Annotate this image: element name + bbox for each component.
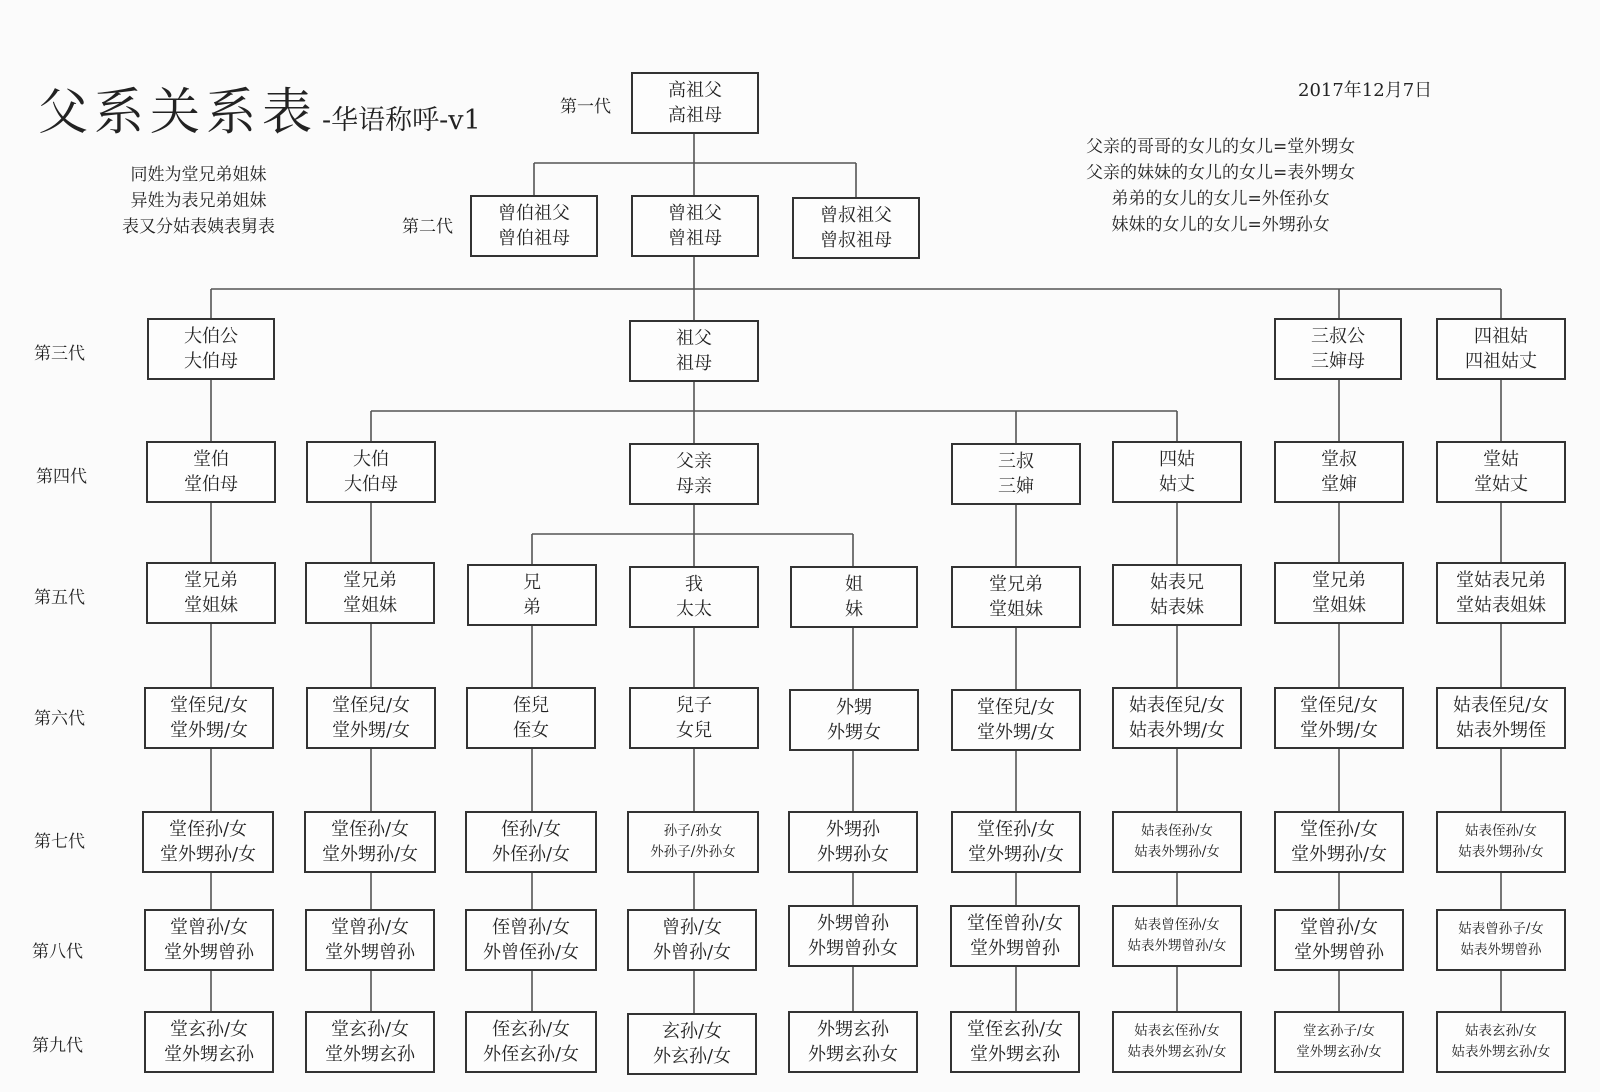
node-line: 大伯母 [344, 474, 398, 495]
node-line: 外侄孙/女 [491, 844, 571, 865]
node-line: 大伯 [353, 449, 389, 470]
node-line: 堂姐妹 [1312, 595, 1366, 616]
node-c1-g7 [304, 811, 436, 873]
node-line: 三叔 [998, 451, 1034, 472]
node-line: 侄玄孙/女 [491, 1019, 571, 1040]
generation-label-9: 第九代 [32, 1036, 83, 1056]
node-line: 曾祖父 [668, 203, 722, 224]
node-c4-g7 [788, 811, 918, 873]
node-line: 堂伯母 [184, 474, 238, 495]
node-c8-g8 [1436, 909, 1566, 971]
node-c0-g8 [144, 909, 274, 971]
node-line: 姑表玄侄孙/女 [1134, 1023, 1220, 1039]
node-line: 堂婶 [1321, 474, 1357, 495]
node-c2-g6 [466, 687, 596, 749]
node-line: 堂侄玄孙/女 [966, 1019, 1064, 1040]
node-line: 堂侄孙/女 [976, 819, 1056, 840]
node-line: 侄孙/女 [500, 819, 562, 840]
node-line: 外甥孙 [826, 819, 880, 840]
notes-right [1086, 134, 1355, 238]
node-c2-g9 [465, 1011, 597, 1073]
node-c4-g5 [790, 566, 918, 628]
node-si-zu-gu [1436, 318, 1566, 380]
node-c6-g4 [1112, 441, 1242, 503]
node-c7-g4 [1274, 441, 1404, 503]
generation-label-6: 第六代 [34, 709, 85, 729]
node-line: 堂姐妹 [343, 595, 397, 616]
generation-label-3: 第三代 [34, 344, 85, 364]
node-c5-g5 [951, 566, 1081, 628]
node-line: 堂姑表姐妹 [1456, 595, 1546, 616]
node-c4-g9 [788, 1011, 918, 1073]
node-line: 侄女 [513, 720, 549, 741]
node-line: 侄曾孙/女 [491, 917, 571, 938]
node-c5-g6 [951, 689, 1081, 751]
node-c1-g4 [306, 441, 436, 503]
node-c3-g9 [627, 1013, 757, 1075]
node-c0-g9 [144, 1011, 274, 1073]
note-line: 同姓为堂兄弟姐妹 [130, 165, 267, 185]
node-line: 堂玄孙/女 [330, 1019, 410, 1040]
node-c5-g4 [951, 443, 1081, 505]
node-line: 姑表外甥玄孙/女 [1127, 1044, 1227, 1060]
node-zeng-shu-zu [792, 197, 920, 259]
node-c7-g8 [1274, 909, 1404, 971]
generation-label-4: 第四代 [36, 467, 87, 487]
node-c0-g4 [146, 441, 276, 503]
node-c1-g6 [306, 687, 436, 749]
node-da-bo-gong [147, 318, 275, 380]
node-line: 侄兒 [513, 695, 549, 716]
node-c3-g6 [629, 687, 759, 749]
node-line: 四祖姑丈 [1465, 351, 1537, 372]
node-line: 堂姐妹 [184, 595, 238, 616]
note-line: 弟弟的女儿的女儿=外侄孙女 [1111, 189, 1330, 209]
node-line: 兄 [523, 572, 541, 593]
node-c0-g7 [142, 811, 274, 873]
node-c6-g5 [1112, 564, 1242, 626]
node-c4-g6 [789, 689, 919, 751]
node-line: 曾祖母 [668, 228, 722, 249]
node-line: 父亲 [676, 451, 712, 472]
node-line: 堂侄兒/女 [976, 697, 1056, 718]
node-line: 堂曾孙/女 [330, 917, 410, 938]
node-c7-g9 [1274, 1011, 1404, 1073]
node-c8-g7 [1436, 811, 1566, 873]
node-line: 堂姑表兄弟 [1456, 570, 1546, 591]
node-c1-g5 [305, 562, 435, 624]
node-line: 三婶 [998, 476, 1034, 497]
node-line: 堂外甥孙/女 [1290, 844, 1388, 865]
node-line: 曾叔祖父 [820, 205, 892, 226]
node-line: 堂叔 [1321, 449, 1357, 470]
node-c5-g9 [950, 1011, 1080, 1073]
node-line: 姑表外甥/女 [1128, 720, 1226, 741]
node-line: 玄孙/女 [661, 1021, 723, 1042]
node-c6-g9 [1112, 1011, 1242, 1073]
node-c2-g5 [467, 564, 597, 626]
node-line: 堂兄弟 [1312, 570, 1366, 591]
node-line: 姑表曾侄孙/女 [1134, 917, 1220, 933]
node-c0-g6 [144, 687, 274, 749]
node-c1-g9 [305, 1011, 435, 1073]
node-line: 姑表外甥侄 [1456, 720, 1546, 741]
node-c6-g8 [1112, 905, 1242, 967]
node-line: 三叔公 [1311, 326, 1365, 347]
node-c8-g5 [1436, 562, 1566, 624]
node-line: 外甥曾孙女 [808, 938, 898, 959]
node-c3-g7 [627, 811, 759, 873]
node-line: 外曾孙/女 [652, 942, 732, 963]
node-line: 四姑 [1159, 449, 1195, 470]
node-line: 堂姐妹 [989, 599, 1043, 620]
node-line: 女兒 [676, 720, 712, 741]
node-line: 姑表玄孙/女 [1464, 1023, 1538, 1039]
node-line: 堂外甥/女 [169, 720, 249, 741]
node-line: 堂曾孙/女 [1299, 917, 1379, 938]
node-line: 四祖姑 [1474, 326, 1528, 347]
note-line: 妹妹的女儿的女儿=外甥孙女 [1111, 215, 1330, 235]
node-line: 堂伯 [193, 449, 229, 470]
node-line: 堂外甥孙/女 [967, 844, 1065, 865]
node-c8-g4 [1436, 441, 1566, 503]
generation-label-8: 第八代 [32, 942, 83, 962]
node-line: 姐 [845, 574, 863, 595]
node-c7-g6 [1274, 687, 1404, 749]
node-line: 大伯公 [184, 326, 238, 347]
node-line: 弟 [523, 597, 541, 618]
node-line: 姑表外甥曾孙 [1460, 942, 1542, 958]
node-line: 妹 [845, 599, 863, 620]
node-c2-g7 [465, 811, 597, 873]
node-line: 曾叔祖母 [820, 230, 892, 251]
node-line: 堂外甥玄孙 [164, 1044, 254, 1065]
node-line: 堂玄孙/女 [169, 1019, 249, 1040]
node-zeng-bo-zu [470, 195, 598, 257]
node-line: 姑表侄孙/女 [1140, 823, 1214, 839]
node-line: 姑表兄 [1150, 572, 1204, 593]
node-c7-g5 [1274, 562, 1404, 624]
node-c3-g5 [629, 566, 759, 628]
node-line: 堂外甥玄孙 [970, 1044, 1060, 1065]
node-line: 堂侄孙/女 [1299, 819, 1379, 840]
node-c8-g6 [1436, 687, 1566, 749]
node-line: 大伯母 [184, 351, 238, 372]
node-line: 外侄玄孙/女 [482, 1044, 580, 1065]
note-line: 父亲的哥哥的女儿的女儿=堂外甥女 [1086, 137, 1356, 157]
node-zeng-zu [631, 195, 759, 257]
node-line: 堂外甥玄孙/女 [1296, 1044, 1382, 1060]
node-line: 堂外甥曾孙 [1294, 942, 1384, 963]
node-c6-g7 [1112, 811, 1242, 873]
node-c6-g6 [1112, 687, 1242, 749]
node-line: 姑表外甥曾孙/女 [1127, 938, 1227, 954]
node-line: 堂兄弟 [184, 570, 238, 591]
node-line: 我 [685, 574, 703, 595]
node-c7-g7 [1274, 811, 1404, 873]
node-line: 堂侄兒/女 [1299, 695, 1379, 716]
node-line: 高祖母 [668, 105, 722, 126]
generation-label-1: 第一代 [560, 97, 611, 117]
node-line: 外曾侄孙/女 [482, 942, 580, 963]
node-line: 堂侄兒/女 [331, 695, 411, 716]
node-line: 堂侄孙/女 [330, 819, 410, 840]
node-c0-g5 [146, 562, 276, 624]
node-line: 堂外甥孙/女 [159, 844, 257, 865]
chart-subtitle: -华语称呼-v1 [322, 105, 481, 136]
node-line: 外甥曾孙 [817, 913, 889, 934]
node-line: 堂兄弟 [989, 574, 1043, 595]
node-line: 堂外甥曾孙 [970, 938, 1060, 959]
node-line: 堂外甥曾孙 [164, 942, 254, 963]
note-line: 异姓为表兄弟姐妹 [130, 191, 267, 211]
node-line: 外玄孙/女 [652, 1046, 732, 1067]
node-line: 堂侄兒/女 [169, 695, 249, 716]
node-line: 堂曾孙/女 [169, 917, 249, 938]
node-line: 姑表妹 [1150, 597, 1204, 618]
node-c3-g8 [627, 909, 757, 971]
node-line: 姑丈 [1159, 474, 1195, 495]
node-line: 孙子/孙女 [663, 823, 723, 839]
node-c1-g8 [305, 909, 435, 971]
node-line: 太太 [676, 599, 712, 620]
node-line: 曾伯祖母 [498, 228, 570, 249]
node-line: 堂外甥/女 [331, 720, 411, 741]
notes-left [122, 162, 275, 240]
node-line: 堂玄孙子/女 [1302, 1023, 1376, 1039]
node-gao-zu [631, 72, 759, 134]
node-zu [629, 320, 759, 382]
node-line: 姑表侄孙/女 [1464, 823, 1538, 839]
node-line: 外甥孙女 [817, 844, 889, 865]
chart-date: 2017年12月7日 [1298, 80, 1433, 101]
node-line: 堂姑丈 [1474, 474, 1528, 495]
generation-label-2: 第二代 [402, 217, 453, 237]
node-line: 高祖父 [668, 80, 722, 101]
node-line: 姑表外甥孙/女 [1458, 844, 1544, 860]
generation-label-7: 第七代 [34, 832, 85, 852]
node-c8-g9 [1436, 1011, 1566, 1073]
node-san-shu-gong [1274, 318, 1402, 380]
node-c2-g8 [465, 909, 597, 971]
node-line: 姑表外甥孙/女 [1134, 844, 1220, 860]
node-line: 外甥玄孙女 [808, 1044, 898, 1065]
node-line: 堂侄孙/女 [168, 819, 248, 840]
node-line: 堂姑 [1483, 449, 1519, 470]
node-line: 母亲 [676, 476, 712, 497]
generation-label-5: 第五代 [34, 588, 85, 608]
node-line: 外甥 [836, 697, 872, 718]
node-line: 曾孙/女 [661, 917, 723, 938]
node-line: 姑表曾孙子/女 [1458, 921, 1544, 937]
node-line: 祖父 [676, 328, 712, 349]
chart-title: 父系关系表 [38, 83, 318, 141]
node-line: 姑表侄兒/女 [1128, 695, 1226, 716]
node-line: 姑表外甥玄孙/女 [1451, 1044, 1551, 1060]
node-line: 堂外甥玄孙 [325, 1044, 415, 1065]
note-line: 表又分姑表姨表舅表 [122, 217, 275, 237]
node-line: 曾伯祖父 [498, 203, 570, 224]
node-line: 堂外甥/女 [1299, 720, 1379, 741]
node-line: 堂外甥/女 [976, 722, 1056, 743]
node-c3-g4 [629, 443, 759, 505]
node-line: 兒子 [676, 695, 712, 716]
node-line: 三婶母 [1311, 351, 1365, 372]
node-line: 外甥玄孙 [817, 1019, 889, 1040]
node-line: 姑表侄兒/女 [1452, 695, 1550, 716]
node-c5-g7 [951, 811, 1081, 873]
note-line: 父亲的妹妹的女儿的女儿=表外甥女 [1086, 163, 1356, 183]
node-line: 祖母 [676, 353, 712, 374]
node-line: 外孙子/外孙女 [650, 844, 736, 860]
node-c5-g8 [950, 905, 1080, 967]
node-c4-g8 [788, 905, 918, 967]
node-line: 外甥女 [827, 722, 881, 743]
node-line: 堂侄曾孙/女 [966, 913, 1064, 934]
node-line: 堂兄弟 [343, 570, 397, 591]
node-line: 堂外甥孙/女 [321, 844, 419, 865]
node-line: 堂外甥曾孙 [325, 942, 415, 963]
